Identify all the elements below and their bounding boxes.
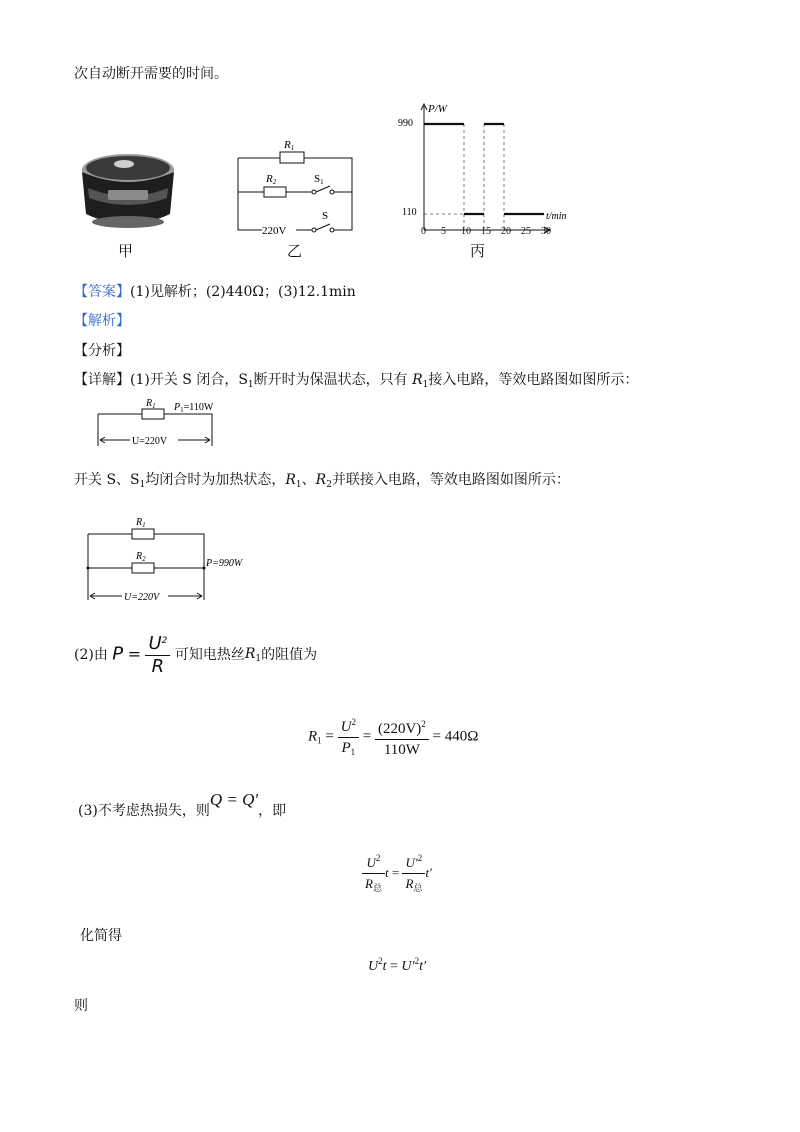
heat-r1: R	[285, 472, 296, 488]
x-tick-label: 25	[521, 226, 531, 237]
yi-s-label: S	[322, 210, 329, 222]
x-tick-label: 20	[501, 226, 511, 237]
part2-r-var: R	[244, 646, 256, 662]
equation-simplified: $U^2t = U'^2t'$	[368, 956, 427, 974]
c2-r2-label: $R_2$	[136, 551, 146, 563]
part2-formula-eq: =	[127, 644, 142, 664]
heat-s1-sub: 1	[139, 480, 146, 490]
x-tick-label: 30	[541, 226, 551, 237]
rice-cooker-figure	[78, 148, 178, 238]
detail-text-1: (1)开关 S 闭合，S	[130, 372, 248, 388]
equation-resistance: $R_1$ = $\frac{U^2}{P_1}$ = $\frac{(220V)^2}{110W}$ = 440Ω	[308, 712, 478, 762]
intro-text: 次自动断开需要的时间。	[74, 66, 228, 82]
part2-line	[74, 630, 317, 678]
heat-text-3: 并联接入电路，等效电路图如图所示：	[331, 472, 570, 488]
simplify-text: 化简得	[80, 928, 122, 944]
yi-r1-label: R1	[284, 139, 295, 152]
figure-bing-label: 丙	[470, 242, 486, 260]
x-tick-label: 0	[421, 226, 426, 237]
detail-tag: 【详解】	[74, 372, 130, 388]
chart-y-label: P/W	[428, 103, 447, 115]
then-text: 则	[74, 998, 88, 1014]
detail-line	[74, 369, 638, 390]
detail-s1-sub: 1	[247, 380, 254, 390]
equivalent-circuit-1	[90, 396, 230, 456]
heat-text-2: 均闭合时为加热状态，	[145, 472, 286, 488]
part2-text-1: 可知电热丝	[174, 647, 245, 663]
circuit-yi-figure	[228, 130, 358, 240]
part3-formula: Q = Q′	[209, 790, 259, 809]
detail-text-2: 断开时为保温状态，只有	[253, 372, 413, 388]
analysis-tag: 【解析】	[74, 313, 130, 329]
part3-suffix: ，即	[258, 803, 287, 819]
figure-jia-label: 甲	[118, 242, 134, 260]
answer-tag: 【答案】	[74, 284, 130, 300]
yi-voltage-label: 220V	[262, 225, 287, 237]
heat-text-1: 开关 S、S	[74, 472, 140, 488]
detail-r-sub: 1	[422, 380, 429, 390]
yi-s1-label: S1	[314, 173, 324, 186]
part2-fraction: $\frac{U^2}{R}$	[145, 630, 170, 678]
heat-r2: R	[315, 472, 327, 488]
x-tick-label: 15	[481, 226, 491, 237]
detail-r-var: R	[412, 372, 423, 388]
x-tick-label: 5	[441, 226, 446, 237]
answer-text: (1)见解析；(2)440Ω；(3)12.1min	[130, 284, 356, 300]
x-tick-label: 10	[461, 226, 471, 237]
part2-formula-p: P	[112, 643, 124, 665]
heating-line	[74, 469, 570, 490]
answer-line	[74, 281, 356, 301]
power-time-chart	[398, 98, 578, 238]
c2-voltage-label: U=220V	[124, 592, 160, 603]
chart-x-label: t/min	[546, 211, 567, 222]
chart-y-low-label: 110	[402, 207, 417, 218]
equation-heat-balance: $\frac{U^2}{R_总}$ t = $\frac{U'^2}{R_总}$ t′	[362, 848, 432, 898]
detail-text-3: 接入电路，等效电路图如图所示：	[428, 372, 639, 388]
c1-r1-label: $R_1$	[146, 398, 156, 410]
c1-voltage-label: U=220V	[132, 436, 168, 447]
heat-r1-sub: 1	[295, 480, 302, 490]
heat-sep: 、	[301, 472, 316, 488]
part2-prefix: (2)由	[74, 647, 108, 663]
part3-line	[78, 790, 287, 820]
equivalent-circuit-2	[82, 510, 272, 606]
c2-power-label: P=990W	[206, 558, 243, 569]
part2-r-sub: 1	[255, 654, 262, 664]
yi-r2-label: R2	[266, 173, 277, 186]
c2-r1-label: $R_1$	[136, 517, 146, 529]
fenxi-tag: 【分析】	[74, 343, 130, 359]
part2-text-2: 的阻值为	[261, 647, 318, 663]
part3-prefix: (3)不考虑热损失，则	[78, 803, 210, 819]
heat-r2-sub: 2	[326, 480, 332, 490]
figure-yi-label: 乙	[287, 242, 303, 260]
c1-power-label: $P_1=110W$	[174, 402, 214, 414]
chart-y-high-label: 990	[398, 118, 413, 129]
